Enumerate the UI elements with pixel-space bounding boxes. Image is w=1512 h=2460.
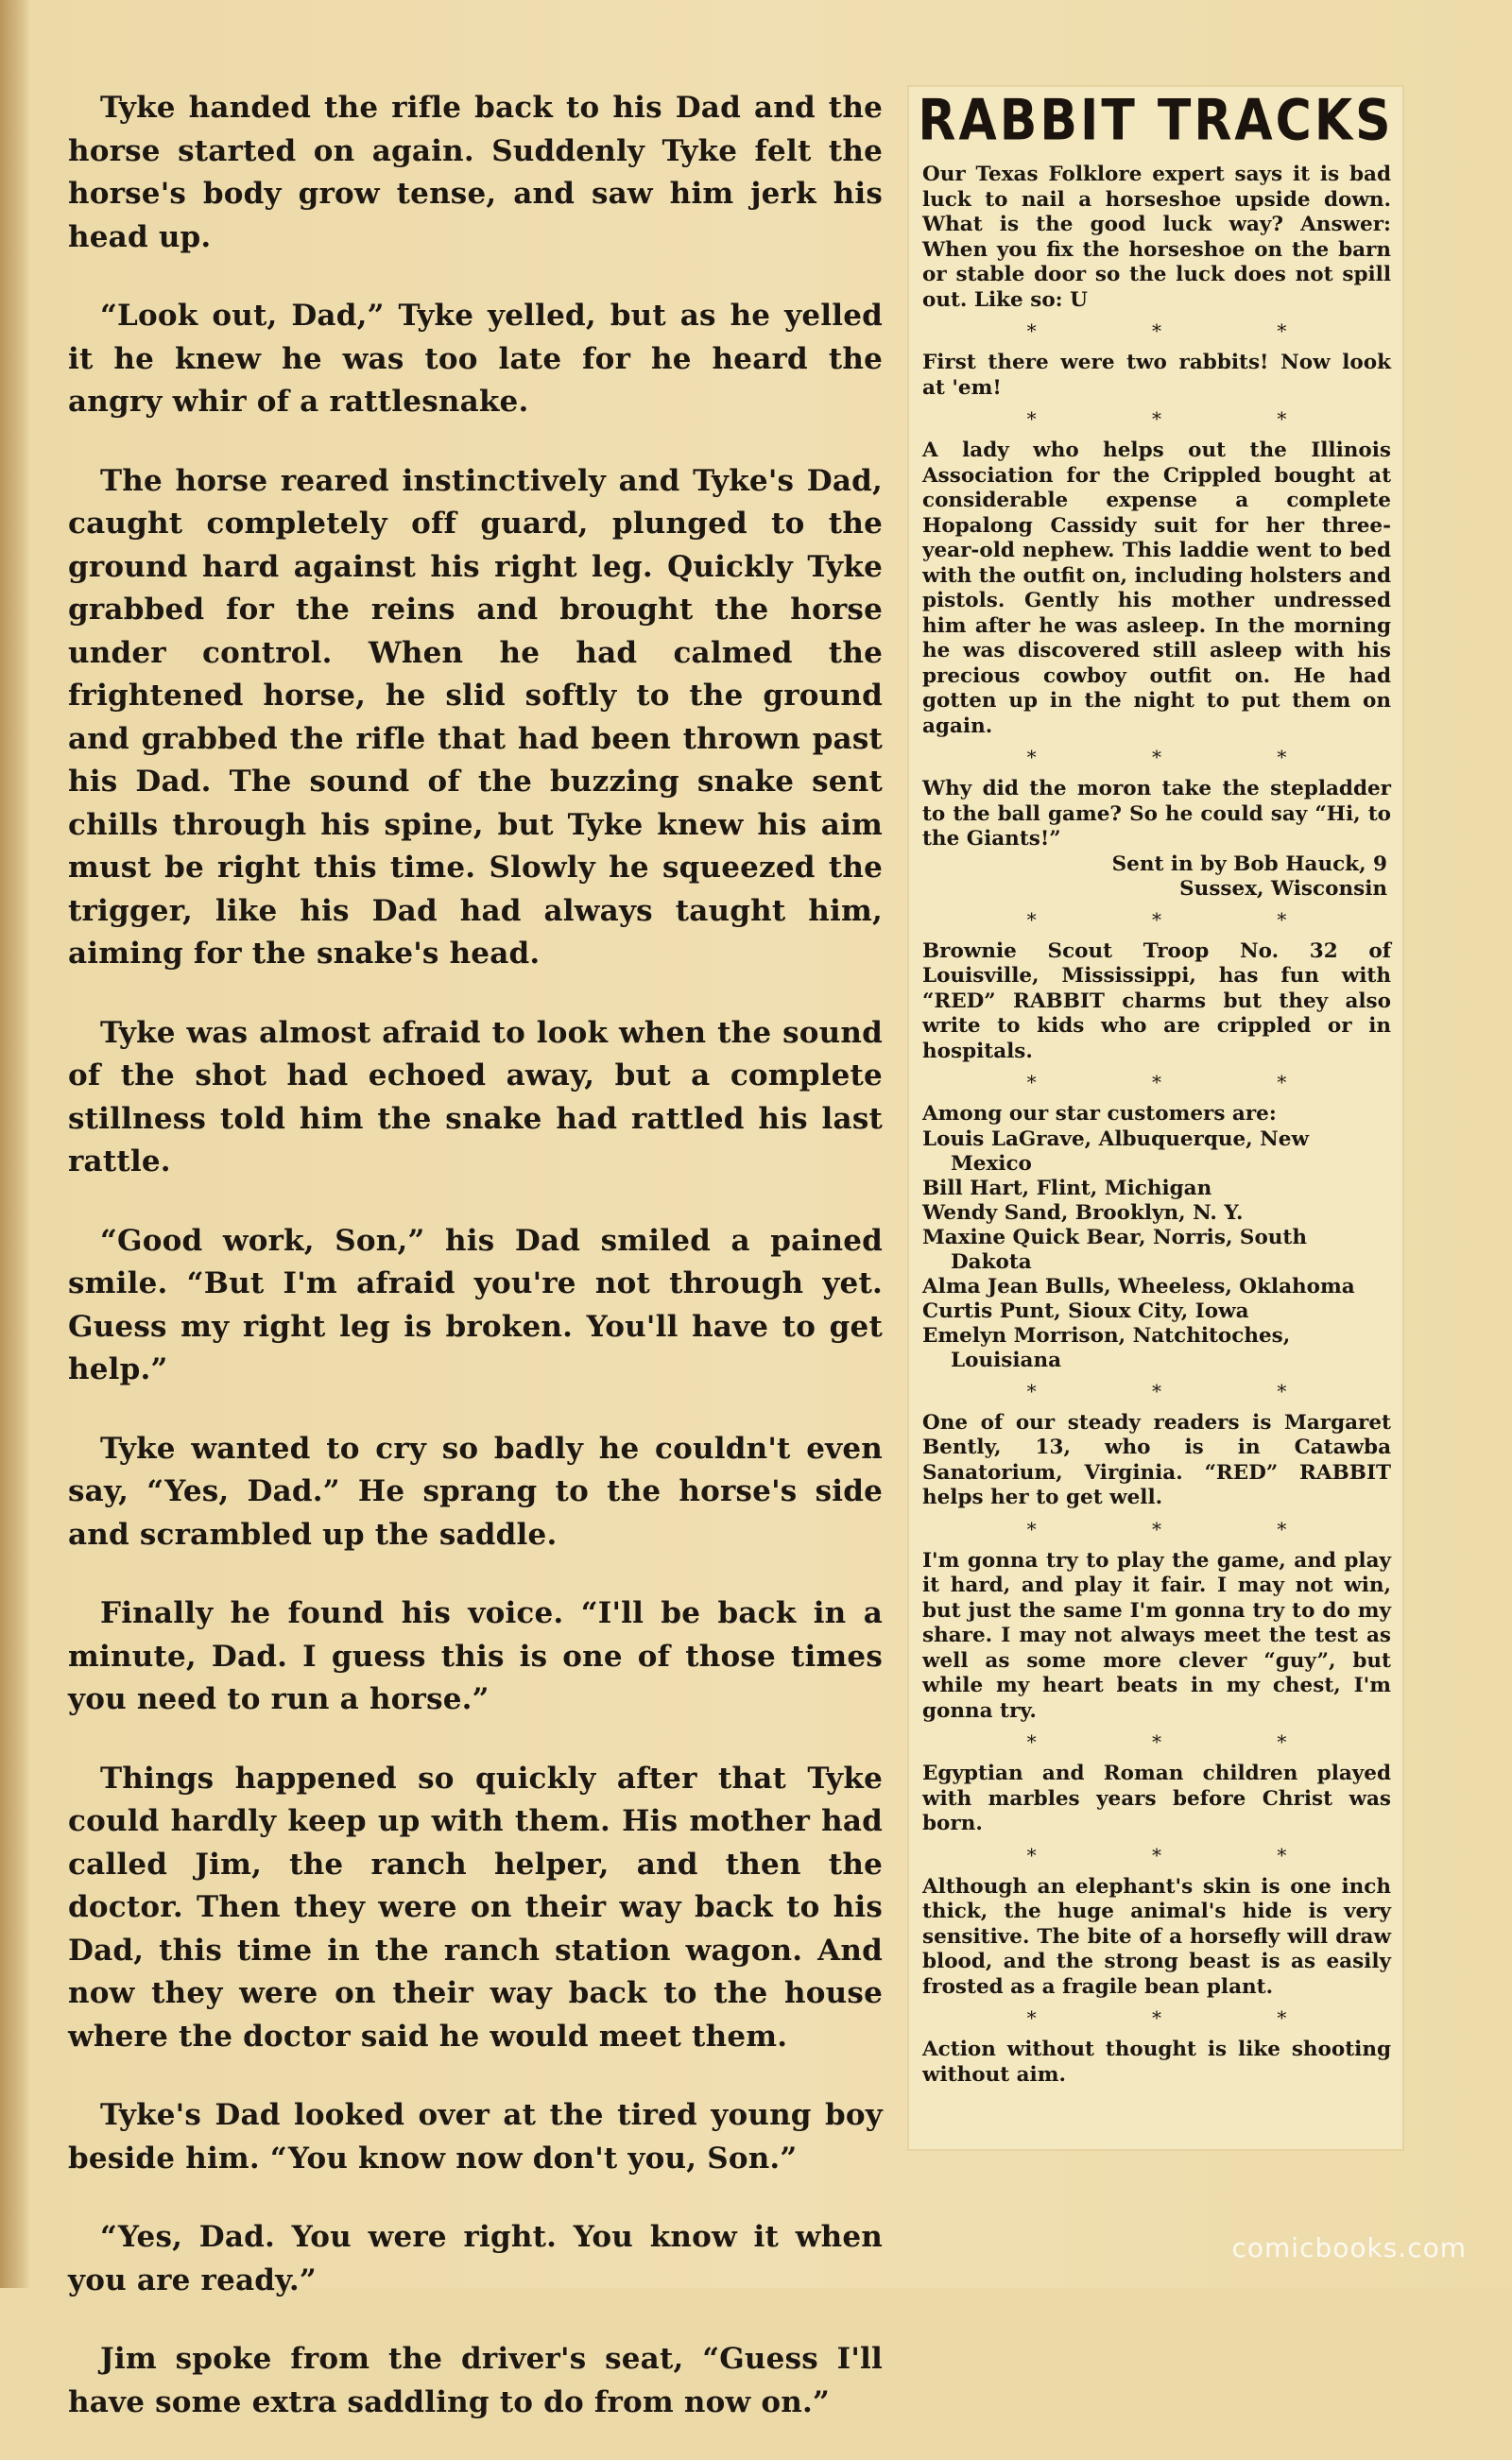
customer-entry: Maxine Quick Bear, Norris, South Dakota: [922, 1225, 1307, 1274]
credit-line: Sent in by Bob Hauck, 9: [1111, 852, 1387, 876]
customer-entry: Louis LaGrave, Albuquerque, New Mexico: [922, 1127, 1309, 1176]
sidebar-title: RABBIT TRACKS: [918, 88, 1394, 154]
story-paragraph: Things happened so quickly after that Tyke could hardly keep up with them. His mother had called Jim, the ranch helper, and then the doctor. Then they were on their way back to his Dad, this time in the ranch station wagon. And now they were on their way back to the house where the doctor said he would meet them.: [68, 1761, 883, 2054]
star-divider: * * *: [1026, 746, 1342, 768]
site-watermark: comicbooks.com: [1231, 2232, 1467, 2263]
sidebar-item: Although an elephant's skin is one inch thick, the huge animal's hide is very sensitive. The bite of a horsefly will draw blood, and the strong beast is as easily frosted as a fragile bean plant.: [922, 1874, 1391, 1999]
star-divider: * * *: [1026, 1730, 1342, 1753]
story-paragraph: Tyke's Dad looked over at the tired young boy beside him. “You know now don't you, Son.”: [68, 2098, 883, 2176]
customer-entry: Wendy Sand, Brooklyn, N. Y.: [922, 1200, 1244, 1225]
story-column: [68, 87, 883, 2460]
credit-line: Sussex, Wisconsin: [1179, 876, 1387, 901]
sidebar-item: Among our star customers are:: [922, 1102, 1277, 1126]
story-paragraph: Tyke handed the rifle back to his Dad and the horse started on again. Suddenly Tyke felt the horse's body grow tense, and saw him jerk his head up.: [68, 91, 883, 254]
sidebar-item: Our Texas Folklore expert says it is bad luck to nail a horseshoe upside down. What is the good luck way? Answer: When you fix the horseshoe on the barn or stable door so the luck does not spill out. Like so: U: [922, 163, 1391, 312]
customer-entry: Alma Jean Bulls, Wheeless, Oklahoma: [922, 1274, 1355, 1299]
customer-list: [922, 1127, 1391, 1373]
customer-entry: Emelyn Morrison, Natchitoches, Louisiana: [922, 1323, 1291, 1372]
star-divider: * * *: [1026, 1379, 1342, 1402]
sidebar-item: Why did the moron take the stepladder to the ball game? So he could say “Hi, to the Giants!”: [922, 777, 1391, 851]
page-spine: [0, 0, 30, 2288]
star-divider: * * *: [1026, 1843, 1342, 1867]
story-paragraph: “Look out, Dad,” Tyke yelled, but as he yelled it he knew he was too late for he heard the angry whir of a rattlesnake.: [68, 299, 883, 419]
customer-entry: Bill Hart, Flint, Michigan: [922, 1176, 1212, 1200]
sidebar-item: I'm gonna try to play the game, and play it hard, and play it fair. I may not win, but just the same I'm gonna try to do my share. I may not always meet the test as well as some more clever “guy”, but while my heart beats in my chest, I'm gonna try.: [922, 1548, 1391, 1723]
story-paragraph: Tyke wanted to cry so badly he couldn't even say, “Yes, Dad.” He sprang to the horse's side and scrambled up the saddle.: [68, 1431, 883, 1552]
customer-entry: Curtis Punt, Sioux City, Iowa: [922, 1299, 1249, 1323]
story-paragraph: The horse reared instinctively and Tyke's Dad, caught completely off guard, plunged to the ground hard against his right leg. Quickly Tyke grabbed for the reins and brought the horse under control. When he had calmed the frightened horse, he slid softly to the ground and grabbed the rifle that had been thrown past his Dad. The sound of the buzzing snake sent chills through his spine, but Tyke knew his aim must be right this time. Slowly he squeezed the trigger, like his Dad had always taught him, aiming for the snake's head.: [68, 463, 883, 971]
sidebar-item: Egyptian and Roman children played with marbles years before Christ was born.: [922, 1762, 1391, 1835]
story-paragraph: “Good work, Son,” his Dad smiled a pained smile. “But I'm afraid you're not through yet. Guess my right leg is broken. You'll have to get help.”: [68, 1223, 883, 1386]
sidebar-item: A lady who helps out the Illinois Association for the Crippled bought at considerable expense a complete Hopalong Cassidy suit for her three-year-old nephew. This laddie went to bed with the outfit on, including holsters and pistols. Gently his mother undressed him after he was asleep. In the morning he was discovered still asleep with his precious cowboy outfit on. He had gotten up in the night to put them on again.: [922, 439, 1391, 738]
story-paragraph: Finally he found his voice. “I'll be back in a minute, Dad. I guess this is one of those times you need to run a horse.”: [68, 1596, 883, 1716]
sidebar-item: Brownie Scout Troop No. 32 of Louisville, Mississippi, has fun with “RED” RABBIT charms but they also write to kids who are crippled or in hospitals.: [922, 938, 1391, 1063]
star-divider: * * *: [1026, 1517, 1342, 1540]
star-divider: * * *: [1026, 1071, 1342, 1093]
story-paragraph: “Yes, Dad. You were right. You know it when you are ready.”: [68, 2220, 883, 2297]
sidebar-item: First there were two rabbits! Now look at 'em!: [922, 351, 1391, 400]
sidebar-item: Action without thought is like shooting without aim.: [922, 2038, 1391, 2087]
rabbit-tracks-sidebar: [909, 87, 1402, 2149]
star-divider: * * *: [1026, 407, 1342, 430]
story-paragraph: Tyke was almost afraid to look when the sound of the shot had echoed away, but a complete stillness told him the snake had rattled his last rattle.: [68, 1015, 883, 1178]
sidebar-item: One of our steady readers is Margaret Bently, 13, who is in Catawba Sanatorium, Virginia. “RED” RABBIT helps her to get well.: [922, 1410, 1391, 1509]
star-divider: * * *: [1026, 2006, 1342, 2029]
story-paragraph: Jim spoke from the driver's seat, “Guess I'll have some extra saddling to do from now on.”: [68, 2342, 883, 2419]
sidebar-items: [909, 163, 1402, 2088]
star-divider: * * *: [1026, 319, 1342, 342]
star-divider: * * *: [1026, 907, 1342, 931]
